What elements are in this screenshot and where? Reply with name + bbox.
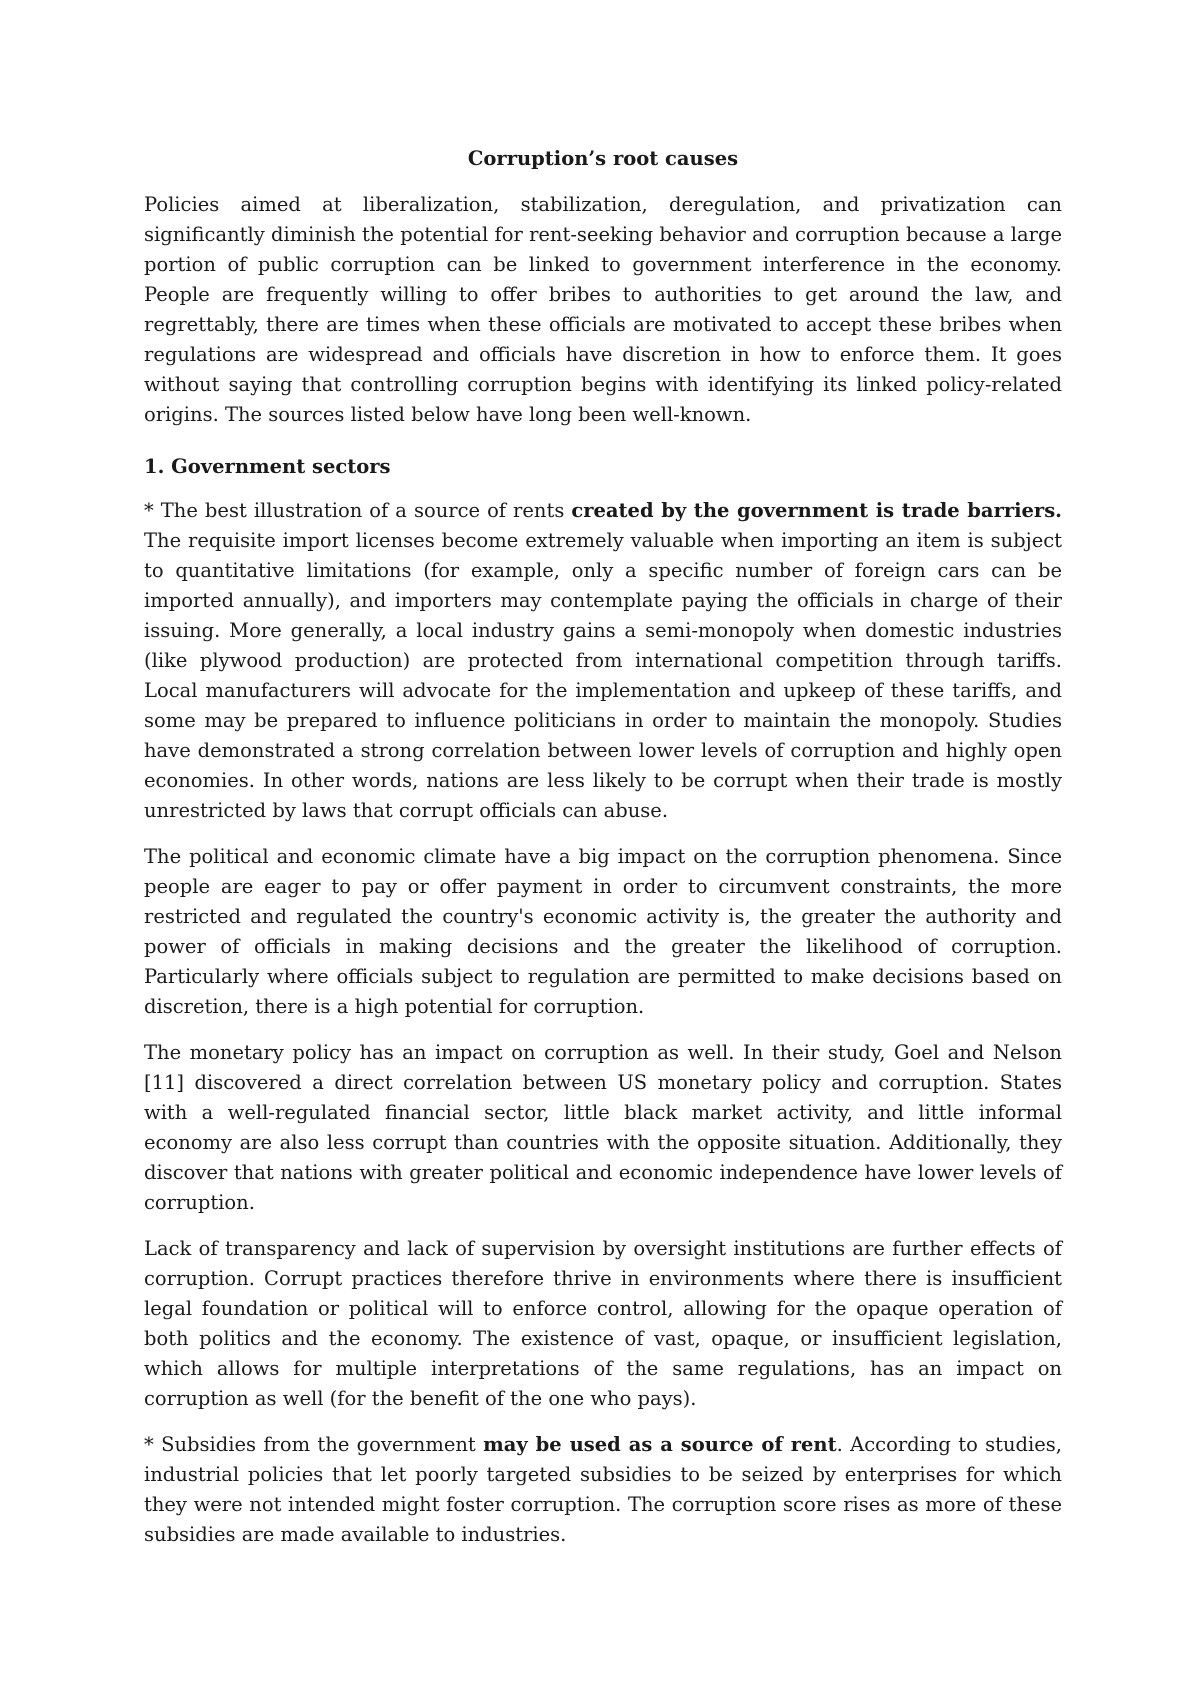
intro-paragraph: Policies aimed at liberalization, stabilization, deregulation, and privatization can significantly diminish the potential for rent-seeking behavior and corruption because a large portion of public corruption can be linked to government interference in the economy. People are frequently willing to offer bribes to authorities to get around the law, and regrettably, there are times when these officials are motivated to accept these bribes when regulations are widespread and officials have discretion in how to enforce them. It goes without saying that controlling corruption begins with identifying its linked policy-related origins. The sources listed below have long been well-known. — [144, 193, 1062, 426]
document-page — [144, 138, 1062, 1566]
subsidies-bold-text: may be used as a source of rent — [483, 1433, 837, 1456]
subsidies-rest-text: . According to studies, industrial policies that let poorly targeted subsidies to be seized by enterprises for which they were not intended might foster corruption. The corruption score rises as more of these subsidies are made available to industries. — [144, 1433, 1063, 1546]
trade-barriers-paragraph — [144, 496, 1062, 826]
monetary-policy-paragraph: The monetary policy has an impact on corruption as well. In their study, Goel and Nelson [11] discovered a direct correlation between US monetary policy and corruption. States with a well-regulated financial sector, little black market activity, and little informal economy are also less corrupt than countries with the opposite situation. Additionally, they discover that nations with greater political and economic independence have lower levels of corruption. — [144, 1041, 1062, 1214]
subsidies-lead-text: * Subsidies from the government — [144, 1433, 484, 1456]
transparency-paragraph: Lack of transparency and lack of supervision by oversight institutions are further effects of corruption. Corrupt practices therefore thrive in environments where there is insufficient legal foundation or political will to enforce control, allowing for the opaque operation of both politics and the economy. The existence of vast, opaque, or insufficient legislation, which allows for multiple interpretations of the same regulations, has an impact on corruption as well (for the benefit of the one who pays). — [144, 1237, 1062, 1410]
subsidies-paragraph — [144, 1430, 1062, 1550]
trade-bold-text: created by the government is trade barriers. — [571, 499, 1062, 522]
trade-lead-text: * The best illustration of a source of rents — [144, 499, 572, 522]
section-heading-government-sectors: 1. Government sectors — [144, 455, 391, 478]
political-climate-paragraph: The political and economic climate have a big impact on the corruption phenomena. Since people are eager to pay or offer payment in order to circumvent constraints, the more restricted and regulated the country's economic activity is, the greater the authority and power of officials in making decisions and the greater the likelihood of corruption. Particularly where officials subject to regulation are permitted to make decisions based on discretion, there is a high potential for corruption. — [144, 845, 1062, 1018]
document-title: Corruption’s root causes — [467, 147, 739, 170]
trade-rest-text: The requisite import licenses become extremely valuable when importing an item is subject to quantitative limitations (for example, only a specific number of foreign cars can be imported annually), and importers may contemplate paying the officials in charge of their issuing. More generally, a local industry gains a semi-monopoly when domestic industries (like plywood production) are protected from international competition through tariffs. Local manufacturers will advocate for the implementation and upkeep of these tariffs, and some may be prepared to influence politicians in order to maintain the monopoly. Studies have demonstrated a strong correlation between lower levels of corruption and highly open economies. In other words, nations are less likely to be corrupt when their trade is mostly unrestricted by laws that corrupt officials can abuse. — [144, 529, 1062, 822]
